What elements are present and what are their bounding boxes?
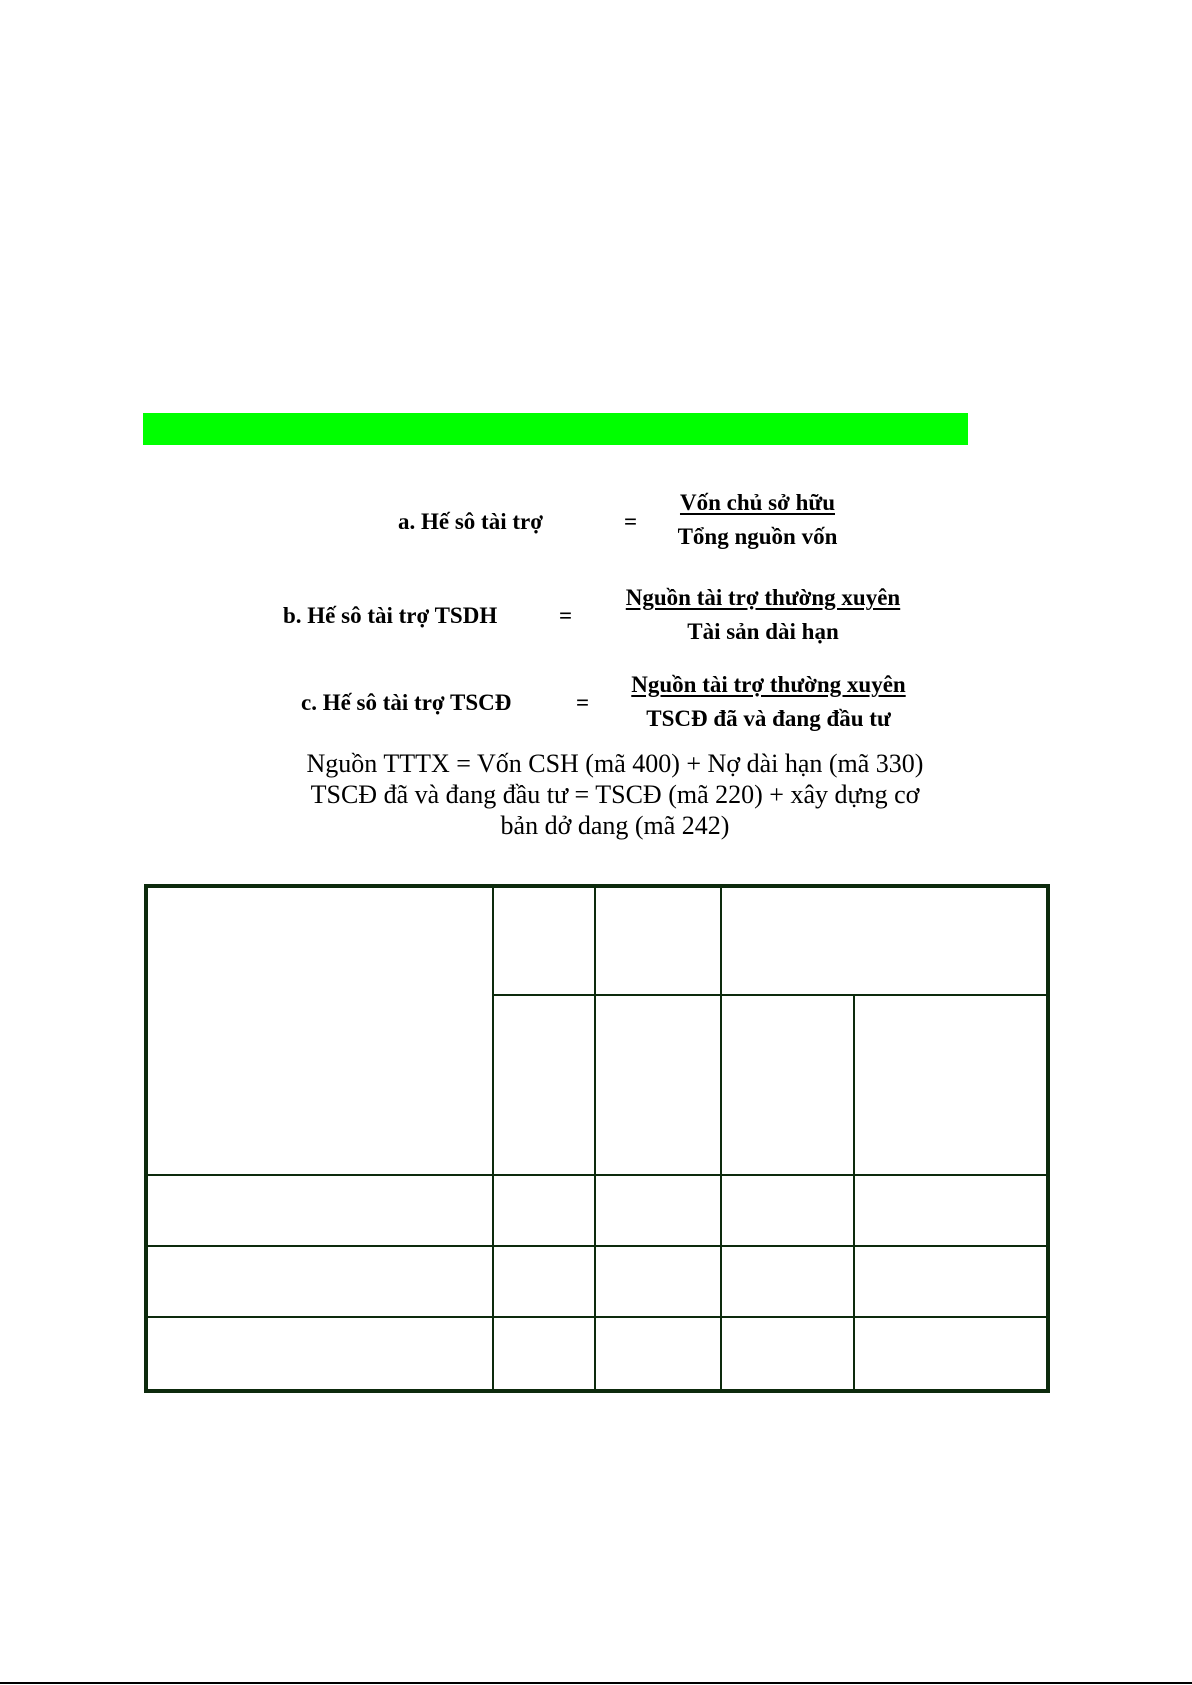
page-bottom-rule xyxy=(0,1682,1192,1684)
table-divider xyxy=(492,994,1046,996)
table-row-line xyxy=(148,1245,1046,1247)
table-divider xyxy=(853,994,855,1389)
table-row-line xyxy=(148,1316,1046,1318)
formula-a-numerator: Vốn chủ sở hữu xyxy=(679,490,835,515)
table-divider xyxy=(594,888,596,1389)
formula-c-label: c. Hế sô tài trợ TSCĐ xyxy=(301,690,512,715)
formula-b-numerator: Nguồn tài trợ thường xuyên xyxy=(625,585,901,610)
table-divider xyxy=(720,888,722,1389)
table-divider xyxy=(492,888,494,1389)
formula-b-label: b. Hế sô tài trợ TSDH xyxy=(283,603,498,628)
formula-c-fraction xyxy=(612,672,925,732)
formula-c-equals: = xyxy=(576,690,590,715)
data-table xyxy=(144,884,1050,1393)
note-line-3: bản dở dang (mã 242) xyxy=(500,811,730,840)
note-line-1: Nguồn TTTX = Vốn CSH (mã 400) + Nợ dài hạn (mã 330) xyxy=(306,749,924,778)
formula-b-equals: = xyxy=(559,603,573,628)
note-line-2: TSCĐ đã và đang đầu tư = TSCĐ (mã 220) + xây dựng cơ xyxy=(310,780,920,809)
section-banner xyxy=(143,413,968,445)
formula-c-denominator: TSCĐ đã và đang đầu tư xyxy=(646,706,891,731)
formula-a-label: a. Hế sô tài trợ xyxy=(398,509,543,534)
formula-a-fraction xyxy=(650,490,865,550)
formula-c-numerator: Nguồn tài trợ thường xuyên xyxy=(631,672,906,697)
formula-a-denominator: Tổng nguồn vốn xyxy=(677,524,838,549)
formula-a-equals: = xyxy=(624,509,638,534)
table-row-line xyxy=(148,1174,1046,1176)
formula-notes xyxy=(240,748,990,841)
formula-b-fraction xyxy=(608,585,918,645)
formula-b-denominator: Tài sản dài hạn xyxy=(687,619,839,644)
